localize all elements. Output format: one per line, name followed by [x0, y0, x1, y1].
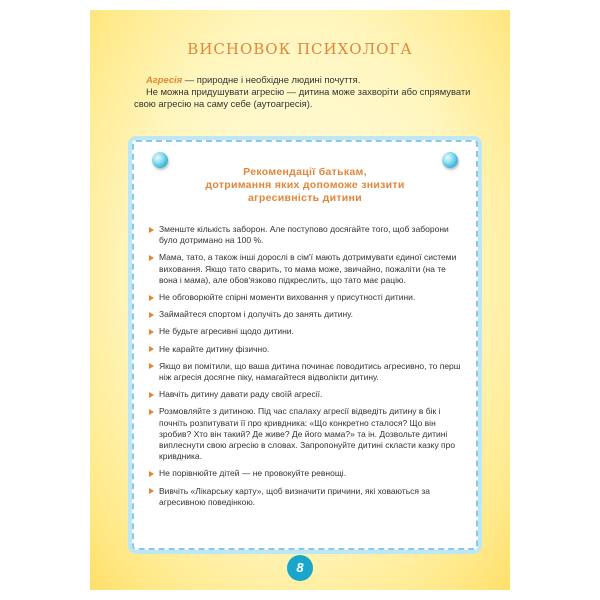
intro-paragraph-1: [134, 74, 474, 86]
card-title-line: Рекомендації батькам,: [243, 166, 367, 178]
list-item: Зменште кількість заборон. Але поступово досягайте того, щоб заборони було дотримано на 100 %.: [148, 224, 466, 246]
list-item: Не будьте агресивні щодо дитини.: [148, 326, 466, 337]
card-title-line: агресивність дитини: [248, 192, 362, 204]
page-heading: ВИСНОВОК ПСИХОЛОГА: [187, 40, 413, 58]
page-number-badge: 8: [287, 555, 313, 581]
list-item: Займайтеся спортом і долучіть до занять дитину.: [148, 309, 466, 320]
intro-line1-rest: — природне і необхідне людині почуття.: [182, 74, 361, 85]
list-item: Не порівнюйте дітей — не провокуйте ревнощі.: [148, 468, 466, 479]
intro-term: Агресія: [146, 74, 183, 85]
book-page: [90, 10, 510, 590]
list-item: Розмовляйте з дитиною. Під час спалаху агресії відведіть дитину в бік і почніть розпитувати її про кривдника: «Що конкретно сталося? Що він зробив? Хто він такий? Де живе? Де його мама?» та ін. Дозвольте дитині виплеснути свою агресію в словах. Запропонуйте дитині скласти казку про кривдника.: [148, 406, 466, 462]
card-title-line: дотримання яких допоможе знизити: [205, 179, 405, 191]
card-title: [134, 166, 476, 205]
list-item: Якщо ви помітили, що ваша дитина починає поводитись агресивно, то перш ніж агресія досягне піку, намагайтеся відволікти дитину.: [148, 361, 466, 383]
list-item: Не обговорюйте спірні моменти виховання у присутності дитини.: [148, 292, 466, 303]
list-item: Вивчіть «Лікарську карту», щоб визначити причини, які ховаються за агресивною поведінкою.: [148, 486, 466, 508]
list-item: Не карайте дитину фізично.: [148, 344, 466, 355]
recommendations-card: [132, 140, 478, 550]
list-item: Навчіть дитину давати раду своїй агресії.: [148, 389, 466, 400]
intro-paragraph-2: Не можна придушувати агресію — дитина може захворіти або спрямувати свою агресію на саму себе (аутоагресія).: [134, 86, 471, 109]
recommendations-list: [148, 224, 466, 514]
intro-text: [134, 74, 474, 110]
list-item: Мама, тато, а також інші дорослі в сім'ї мають дотримувати єдиної системи виховання. Якщо тато сварить, то мама може, звичайно, пожаліти (на те вона і мама), але обов'язково підкреслить, що тато має рацію.: [148, 252, 466, 286]
